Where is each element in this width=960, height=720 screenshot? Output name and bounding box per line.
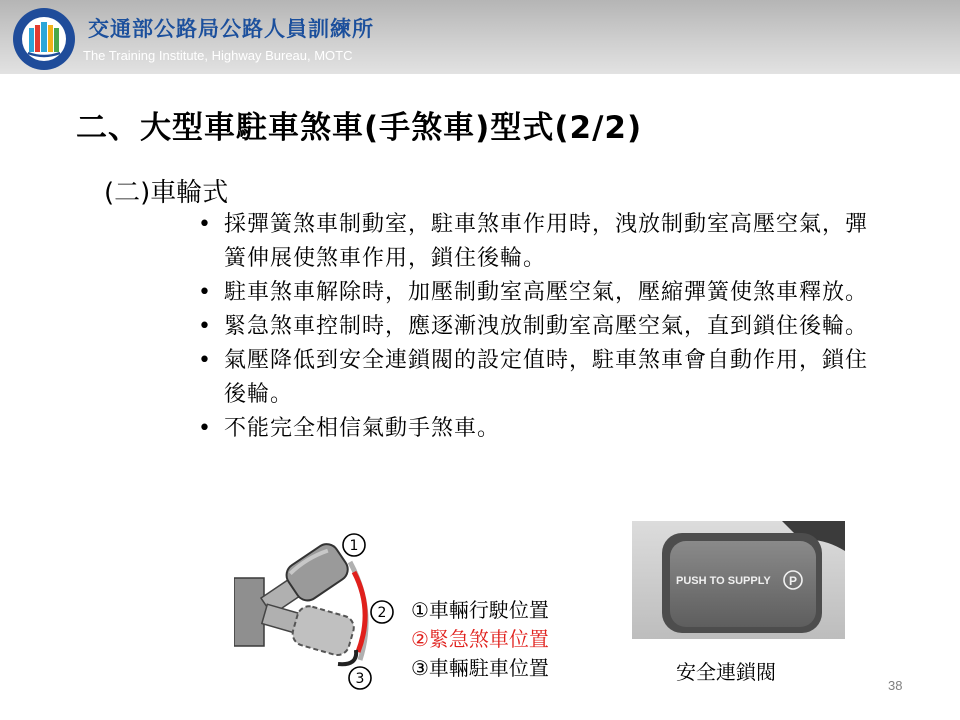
org-subtitle: The Training Institute, Highway Bureau, MOTC <box>83 48 353 63</box>
bullet-item <box>198 412 878 446</box>
photo-caption: 安全連鎖閥 <box>676 660 776 684</box>
valve-button-text: PUSH TO SUPPLY <box>676 575 771 587</box>
bullet-list <box>198 208 878 446</box>
header-band <box>0 0 960 74</box>
legend-item-parking: ③車輛駐車位置 <box>411 656 549 680</box>
legend-item-emergency: ②緊急煞車位置 <box>411 627 549 651</box>
bullet-text: 採彈簧煞車制動室，駐車煞車作用時，洩放制動室高壓空氣，彈簧伸展使煞車作用，鎖住後輪。 <box>224 212 869 271</box>
bullet-text: 不能完全相信氣動手煞車。 <box>224 416 501 441</box>
training-institute-seal-icon <box>12 7 76 71</box>
bullet-dot: • <box>198 212 212 237</box>
legend-item-driving: ①車輛行駛位置 <box>411 598 549 622</box>
bullet-text: 緊急煞車控制時，應逐漸洩放制動室高壓空氣，直到鎖住後輪。 <box>224 314 869 339</box>
section-subheading: (二)車輪式 <box>104 178 229 208</box>
page-number: 38 <box>888 678 903 693</box>
bullet-text: 駐車煞車解除時，加壓制動室高壓空氣，壓縮彈簧使煞車釋放。 <box>224 280 869 305</box>
bullet-dot: • <box>198 348 212 373</box>
parking-symbol-letter: P <box>788 574 798 588</box>
safety-interlock-valve-photo <box>632 521 845 639</box>
bullet-text: 氣壓降低到安全連鎖閥的設定值時，駐車煞車會自動作用，鎖住後輪。 <box>224 348 869 407</box>
parking-brake-lever-diagram <box>234 528 414 690</box>
position-marker-1-label: 1 <box>349 538 359 554</box>
bullet-item <box>198 344 878 412</box>
position-marker-2-label: 2 <box>377 605 387 621</box>
bullet-dot: • <box>198 314 212 339</box>
bullet-item <box>198 310 878 344</box>
bullet-item <box>198 276 878 310</box>
bullet-dot: • <box>198 416 212 441</box>
emergency-arc-red <box>354 572 365 652</box>
position-marker-3-label: 3 <box>355 671 365 687</box>
position-legend <box>411 596 549 683</box>
org-title: 交通部公路局公路人員訓練所 <box>88 17 374 41</box>
bullet-dot: • <box>198 280 212 305</box>
slide-title: 二、大型車駐車煞車(手煞車)型式(2/2) <box>76 110 643 146</box>
bullet-item <box>198 208 878 276</box>
